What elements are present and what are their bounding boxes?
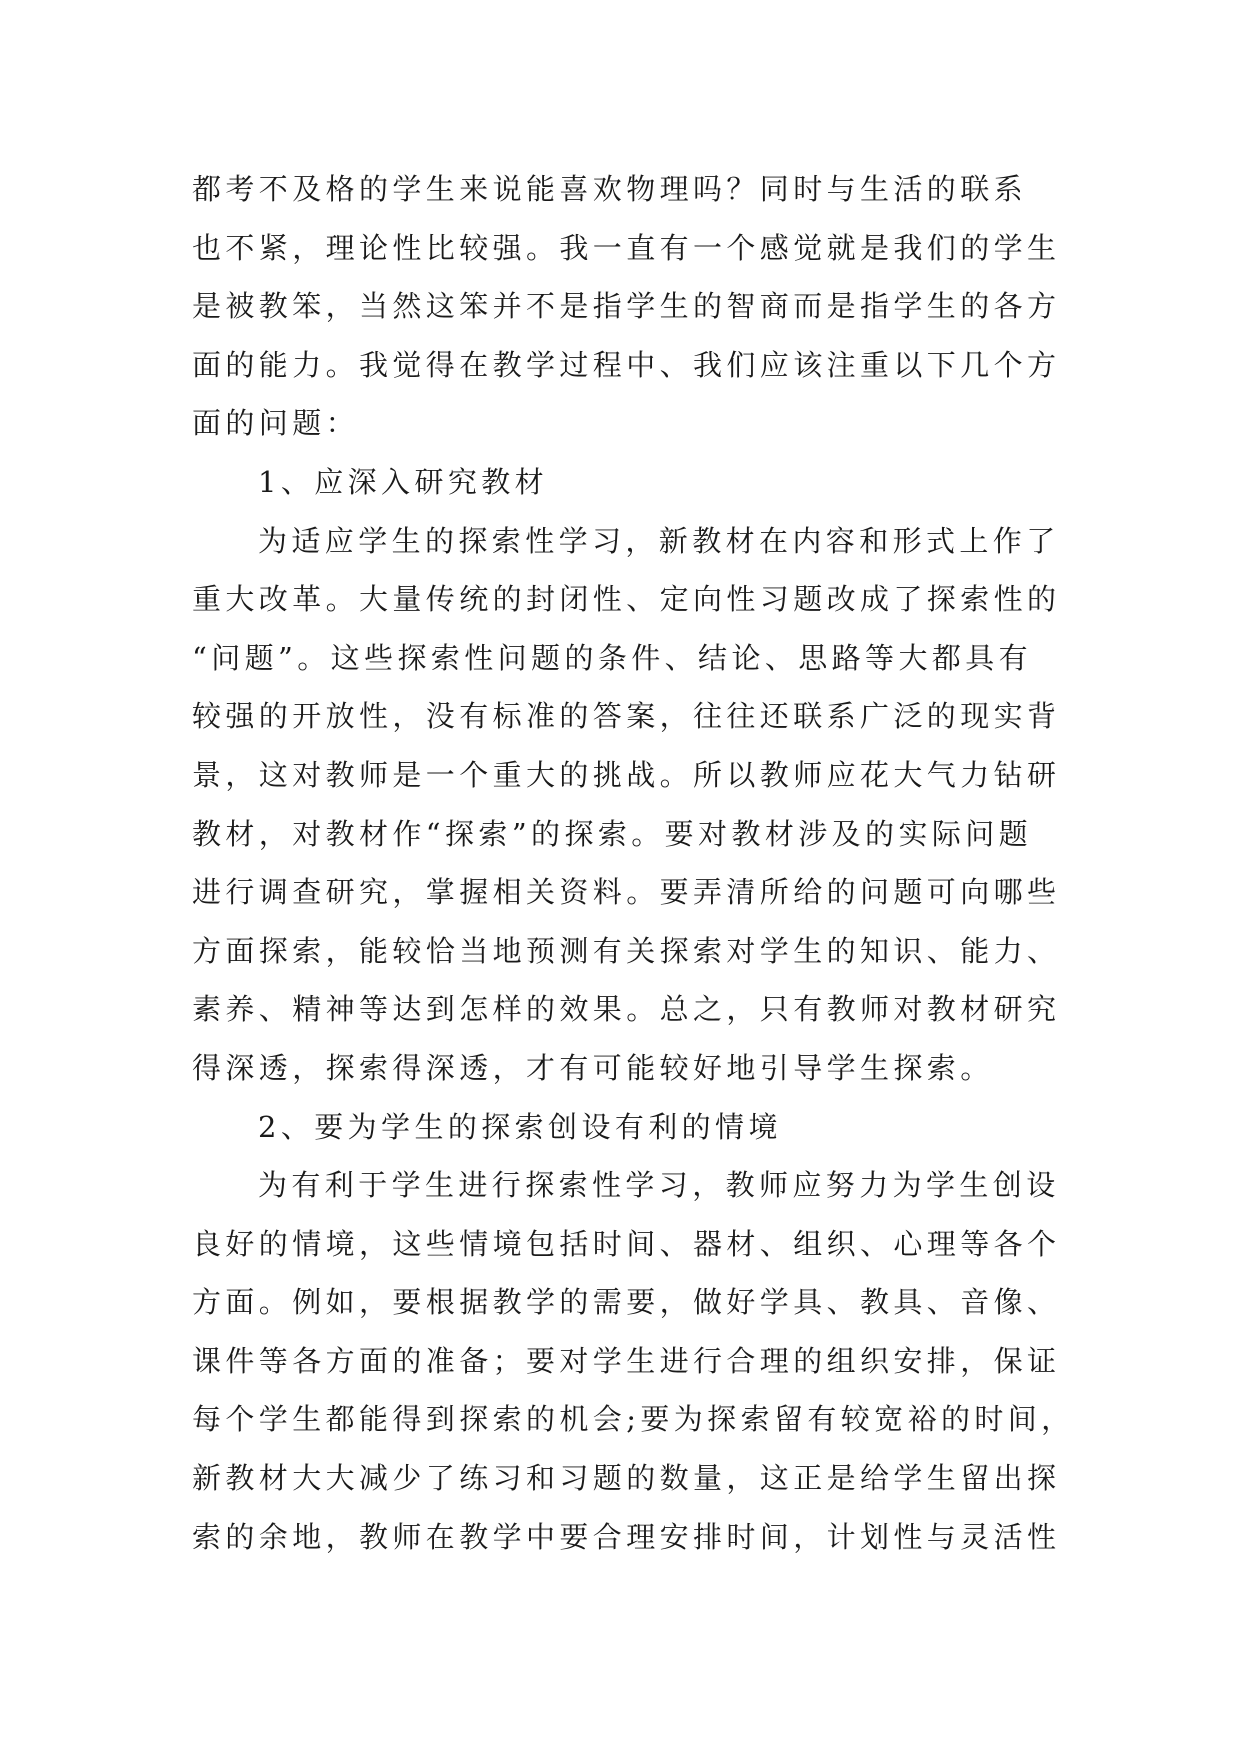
text-line: 都考不及格的学生来说能喜欢物理吗？同时与生活的联系 xyxy=(192,172,1028,206)
text-line: 景，这对教师是一个重大的挑战。所以教师应花大气力钻研 xyxy=(192,757,1061,792)
section-heading: 1、应深入研究教材 xyxy=(258,464,549,499)
text-line: 每个学生都能得到探索的机会;要为探索留有较宽裕的时间， xyxy=(192,1402,1075,1437)
text-line: 方面探索，能较恰当地预测有关探索对学生的知识、能力、 xyxy=(192,933,1061,968)
text-line: “问题”。这些探索性问题的条件、结论、思路等大都具有 xyxy=(192,640,1033,675)
text-line: 良好的情境，这些情境包括时间、器材、组织、心理等各个 xyxy=(192,1226,1061,1261)
text-line: 面的问题： xyxy=(192,406,360,441)
text-line: 重大改革。大量传统的封闭性、定向性习题改成了探索性的 xyxy=(192,582,1061,617)
text-line: 课件等各方面的准备；要对学生进行合理的组织安排，保证 xyxy=(192,1343,1061,1378)
text-line: 教材，对教材作“探索”的探索。要对教材涉及的实际问题 xyxy=(192,816,1033,851)
paragraph-start-line: 为有利于学生进行探索性学习，教师应努力为学生创设 xyxy=(258,1168,1060,1203)
text-line: 进行调查研究，掌握相关资料。要弄清所给的问题可向哪些 xyxy=(192,875,1061,910)
text-line: 素养、精神等达到怎样的效果。总之，只有教师对教材研究 xyxy=(192,992,1061,1027)
section-heading: 2、要为学生的探索创设有利的情境 xyxy=(258,1109,782,1144)
text-line: 也不紧，理论性比较强。我一直有一个感觉就是我们的学生 xyxy=(192,230,1061,265)
text-line: 得深透，探索得深透，才有可能较好地引导学生探索。 xyxy=(192,1050,994,1085)
text-line: 方面。例如，要根据教学的需要，做好学具、教具、音像、 xyxy=(192,1285,1061,1320)
text-line: 较强的开放性，没有标准的答案，往往还联系广泛的现实背 xyxy=(192,699,1061,734)
text-line: 面的能力。我觉得在教学过程中、我们应该注重以下几个方 xyxy=(192,347,1061,382)
text-line: 索的余地，教师在教学中要合理安排时间，计划性与灵活性 xyxy=(192,1519,1061,1554)
text-line: 是被教笨，当然这笨并不是指学生的智商而是指学生的各方 xyxy=(192,289,1061,324)
body-text xyxy=(192,160,1075,1566)
paragraph-start-line: 为适应学生的探索性学习，新教材在内容和形式上作了 xyxy=(258,523,1060,558)
text-line: 新教材大大减少了练习和习题的数量，这正是给学生留出探 xyxy=(192,1461,1061,1496)
